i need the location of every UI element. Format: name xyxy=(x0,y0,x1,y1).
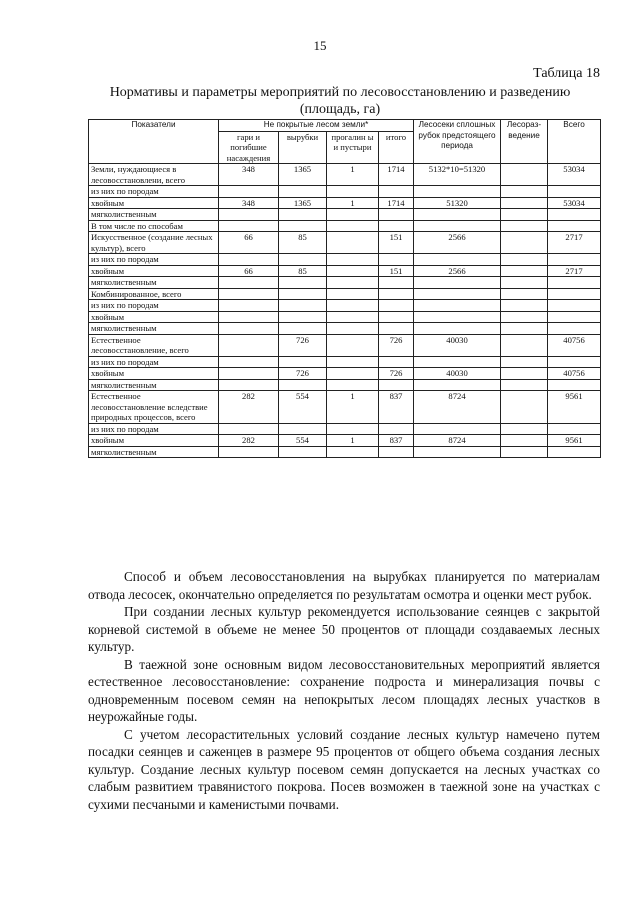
table-label: Таблица 18 xyxy=(533,66,600,81)
cell-total xyxy=(379,209,414,221)
cell-breeding xyxy=(501,186,548,198)
cell-cuttings: 1365 xyxy=(279,197,327,209)
cell-glades xyxy=(327,379,379,391)
cell-clearcuts: 8724 xyxy=(414,391,501,424)
cell-clearcuts: 51320 xyxy=(414,197,501,209)
cell-breeding xyxy=(501,391,548,424)
cell-label: Комбинированное, всего xyxy=(89,288,219,300)
cell-grand-total: 53034 xyxy=(548,197,601,209)
cell-label: хвойным xyxy=(89,197,219,209)
cell-label: мягколиственным xyxy=(89,446,219,458)
cell-glades xyxy=(327,323,379,335)
cell-clearcuts xyxy=(414,356,501,368)
cell-label: хвойным xyxy=(89,265,219,277)
table-title xyxy=(80,84,600,118)
cell-grand-total xyxy=(548,300,601,312)
table-row xyxy=(89,288,601,300)
cell-breeding xyxy=(501,300,548,312)
cell-cuttings xyxy=(279,186,327,198)
cell-glades xyxy=(327,311,379,323)
cell-glades xyxy=(327,356,379,368)
cell-total xyxy=(379,311,414,323)
table-row xyxy=(89,323,601,335)
cell-clearcuts xyxy=(414,209,501,221)
cell-label: мягколиственным xyxy=(89,277,219,289)
table-row xyxy=(89,164,601,186)
cell-burned xyxy=(219,356,279,368)
cell-total xyxy=(379,300,414,312)
cell-breeding xyxy=(501,220,548,232)
cell-clearcuts: 40030 xyxy=(414,368,501,380)
cell-burned xyxy=(219,446,279,458)
cell-clearcuts: 8724 xyxy=(414,435,501,447)
cell-clearcuts: 5132*10=51320 xyxy=(414,164,501,186)
cell-clearcuts xyxy=(414,446,501,458)
header-cuttings: вырубки xyxy=(279,131,327,164)
cell-clearcuts xyxy=(414,323,501,335)
cell-clearcuts xyxy=(414,186,501,198)
cell-label: Земли, нуждающиеся в лесовосстановлени, всего xyxy=(89,164,219,186)
paragraph-1: Способ и объем лесовосстановления на вырубках планируется по материалам отвода лесосек, окончательно определяется по результатам осмотра и оценки мест рубок. xyxy=(88,569,600,602)
cell-label: Естественное лесовосстановление вследствие природных процессов, всего xyxy=(89,391,219,424)
cell-total: 726 xyxy=(379,368,414,380)
cell-breeding xyxy=(501,423,548,435)
header-not-covered: Не покрытые лесом земли* xyxy=(219,120,414,132)
title-line-1: Нормативы и параметры мероприятий по лесовосстановлению и разведению xyxy=(109,85,571,100)
table-row xyxy=(89,311,601,323)
cell-total xyxy=(379,323,414,335)
cell-burned xyxy=(219,277,279,289)
cell-total xyxy=(379,379,414,391)
cell-cuttings xyxy=(279,220,327,232)
table-row xyxy=(89,265,601,277)
table-row xyxy=(89,334,601,356)
cell-label: хвойным xyxy=(89,368,219,380)
paragraph-2: При создании лесных культур рекомендуется использование сеянцев с закрытой корневой системой в объеме не менее 50 процентов от площади создаваемых лесных культур. xyxy=(88,604,600,654)
cell-cuttings: 85 xyxy=(279,265,327,277)
cell-grand-total xyxy=(548,209,601,221)
cell-total xyxy=(379,356,414,368)
cell-glades xyxy=(327,288,379,300)
header-burned: гари и погибшие насаждения xyxy=(219,131,279,164)
cell-glades xyxy=(327,300,379,312)
cell-label: из них по породам xyxy=(89,254,219,266)
cell-breeding xyxy=(501,311,548,323)
table-row xyxy=(89,379,601,391)
table-row xyxy=(89,277,601,289)
cell-total: 837 xyxy=(379,391,414,424)
cell-grand-total xyxy=(548,288,601,300)
body-text xyxy=(88,568,600,813)
cell-clearcuts xyxy=(414,423,501,435)
cell-grand-total xyxy=(548,186,601,198)
cell-burned xyxy=(219,423,279,435)
cell-clearcuts: 2566 xyxy=(414,232,501,254)
cell-total: 151 xyxy=(379,232,414,254)
cell-burned xyxy=(219,379,279,391)
table-row xyxy=(89,254,601,266)
cell-label: из них по породам xyxy=(89,423,219,435)
cell-cuttings xyxy=(279,379,327,391)
cell-burned: 348 xyxy=(219,164,279,186)
table-row xyxy=(89,197,601,209)
table-row xyxy=(89,423,601,435)
cell-breeding xyxy=(501,209,548,221)
cell-cuttings xyxy=(279,423,327,435)
title-line-2: (площадь, га) xyxy=(299,102,381,117)
cell-grand-total xyxy=(548,423,601,435)
cell-cuttings: 554 xyxy=(279,435,327,447)
cell-grand-total: 40756 xyxy=(548,368,601,380)
page-number: 15 xyxy=(313,38,327,53)
cell-burned xyxy=(219,288,279,300)
cell-total: 151 xyxy=(379,265,414,277)
cell-glades: 1 xyxy=(327,197,379,209)
cell-total xyxy=(379,288,414,300)
cell-label: из них по породам xyxy=(89,186,219,198)
cell-grand-total: 53034 xyxy=(548,164,601,186)
cell-breeding xyxy=(501,368,548,380)
cell-glades: 1 xyxy=(327,435,379,447)
cell-label: Искусственное (создание лесных культур), всего xyxy=(89,232,219,254)
cell-total xyxy=(379,446,414,458)
cell-grand-total xyxy=(548,277,601,289)
cell-cuttings xyxy=(279,277,327,289)
cell-cuttings xyxy=(279,356,327,368)
cell-burned: 282 xyxy=(219,435,279,447)
header-grand-total: Всего xyxy=(548,120,601,164)
cell-label: мягколиственным xyxy=(89,379,219,391)
cell-breeding xyxy=(501,323,548,335)
cell-grand-total: 40756 xyxy=(548,334,601,356)
cell-burned xyxy=(219,186,279,198)
cell-total: 1714 xyxy=(379,164,414,186)
cell-burned xyxy=(219,334,279,356)
table-row xyxy=(89,446,601,458)
cell-total xyxy=(379,254,414,266)
table-row xyxy=(89,435,601,447)
cell-label: мягколиственным xyxy=(89,209,219,221)
cell-cuttings xyxy=(279,311,327,323)
header-breeding: Лесораз-ведение xyxy=(501,120,548,164)
cell-label: В том числе по способам xyxy=(89,220,219,232)
cell-burned xyxy=(219,368,279,380)
table-row xyxy=(89,209,601,221)
cell-glades xyxy=(327,232,379,254)
cell-cuttings: 85 xyxy=(279,232,327,254)
cell-grand-total: 9561 xyxy=(548,435,601,447)
cell-cuttings xyxy=(279,254,327,266)
header-total: итого xyxy=(379,131,414,164)
cell-clearcuts xyxy=(414,379,501,391)
cell-glades xyxy=(327,368,379,380)
cell-grand-total xyxy=(548,323,601,335)
cell-cuttings: 726 xyxy=(279,368,327,380)
cell-cuttings: 554 xyxy=(279,391,327,424)
cell-breeding xyxy=(501,435,548,447)
cell-total xyxy=(379,186,414,198)
cell-cuttings xyxy=(279,446,327,458)
cell-clearcuts xyxy=(414,220,501,232)
table-row xyxy=(89,356,601,368)
cell-glades xyxy=(327,277,379,289)
cell-glades xyxy=(327,423,379,435)
cell-grand-total xyxy=(548,220,601,232)
cell-burned xyxy=(219,311,279,323)
cell-burned: 282 xyxy=(219,391,279,424)
cell-grand-total xyxy=(548,356,601,368)
table-row xyxy=(89,186,601,198)
cell-grand-total: 2717 xyxy=(548,232,601,254)
cell-cuttings xyxy=(279,300,327,312)
cell-clearcuts xyxy=(414,288,501,300)
cell-breeding xyxy=(501,334,548,356)
cell-cuttings: 726 xyxy=(279,334,327,356)
table-row xyxy=(89,368,601,380)
cell-breeding xyxy=(501,265,548,277)
cell-total xyxy=(379,220,414,232)
cell-clearcuts xyxy=(414,254,501,266)
cell-breeding xyxy=(501,446,548,458)
cell-clearcuts xyxy=(414,300,501,312)
header-glades: прогалин ы и пустыри xyxy=(327,131,379,164)
cell-burned xyxy=(219,300,279,312)
cell-total: 726 xyxy=(379,334,414,356)
table-body xyxy=(89,164,601,458)
cell-grand-total xyxy=(548,254,601,266)
cell-breeding xyxy=(501,232,548,254)
cell-grand-total xyxy=(548,379,601,391)
cell-burned xyxy=(219,254,279,266)
cell-total: 837 xyxy=(379,435,414,447)
table-row xyxy=(89,232,601,254)
cell-glades xyxy=(327,209,379,221)
cell-breeding xyxy=(501,379,548,391)
paragraph-4: С учетом лесорастительных условий создание лесных культур намечено путем посадки сеянцев и саженцев в размере 95 процентов от общего объема создания лесных культур. Создание лесных культур посевом семян допускается на лесных участках со слабым развитием травянистого покрова. Посев возможен в таежной зоне на участках с сухими песчаными и каменистыми почвами. xyxy=(88,726,600,812)
paragraph-3: В таежной зоне основным видом лесовосстановительных мероприятий является естественное лесовосстановление: сохранение подроста и минерализация почвы с одновременным посевом семян на непокрытых лесом площадях лесных участков в неурожайные годы. xyxy=(88,656,600,724)
cell-total: 1714 xyxy=(379,197,414,209)
cell-clearcuts xyxy=(414,311,501,323)
cell-clearcuts: 2566 xyxy=(414,265,501,277)
cell-glades xyxy=(327,220,379,232)
cell-burned xyxy=(219,323,279,335)
cell-clearcuts xyxy=(414,277,501,289)
cell-breeding xyxy=(501,288,548,300)
cell-grand-total: 9561 xyxy=(548,391,601,424)
cell-glades xyxy=(327,265,379,277)
cell-label: из них по породам xyxy=(89,300,219,312)
cell-breeding xyxy=(501,254,548,266)
cell-clearcuts: 40030 xyxy=(414,334,501,356)
cell-cuttings xyxy=(279,288,327,300)
cell-label: из них по породам xyxy=(89,356,219,368)
cell-breeding xyxy=(501,164,548,186)
table-row xyxy=(89,391,601,424)
cell-burned: 66 xyxy=(219,232,279,254)
cell-total xyxy=(379,423,414,435)
cell-breeding xyxy=(501,197,548,209)
cell-glades xyxy=(327,334,379,356)
cell-glades: 1 xyxy=(327,391,379,424)
header-indicator: Показатели xyxy=(89,120,219,164)
cell-grand-total: 2717 xyxy=(548,265,601,277)
cell-label: хвойным xyxy=(89,311,219,323)
cell-burned xyxy=(219,209,279,221)
cell-cuttings xyxy=(279,323,327,335)
cell-grand-total xyxy=(548,446,601,458)
cell-glades: 1 xyxy=(327,164,379,186)
cell-total xyxy=(379,277,414,289)
cell-burned: 348 xyxy=(219,197,279,209)
cell-cuttings: 1365 xyxy=(279,164,327,186)
table-row xyxy=(89,300,601,312)
cell-glades xyxy=(327,446,379,458)
cell-grand-total xyxy=(548,311,601,323)
cell-glades xyxy=(327,186,379,198)
table-row xyxy=(89,220,601,232)
cell-breeding xyxy=(501,356,548,368)
forest-restoration-table xyxy=(88,119,601,458)
cell-burned xyxy=(219,220,279,232)
cell-burned: 66 xyxy=(219,265,279,277)
cell-glades xyxy=(327,254,379,266)
cell-label: хвойным xyxy=(89,435,219,447)
cell-breeding xyxy=(501,277,548,289)
cell-label: Естественное лесовосстановление, всего xyxy=(89,334,219,356)
cell-cuttings xyxy=(279,209,327,221)
header-clearcuts: Лесосеки сплошных рубок предстоящего периода xyxy=(414,120,501,164)
cell-label: мягколиственным xyxy=(89,323,219,335)
